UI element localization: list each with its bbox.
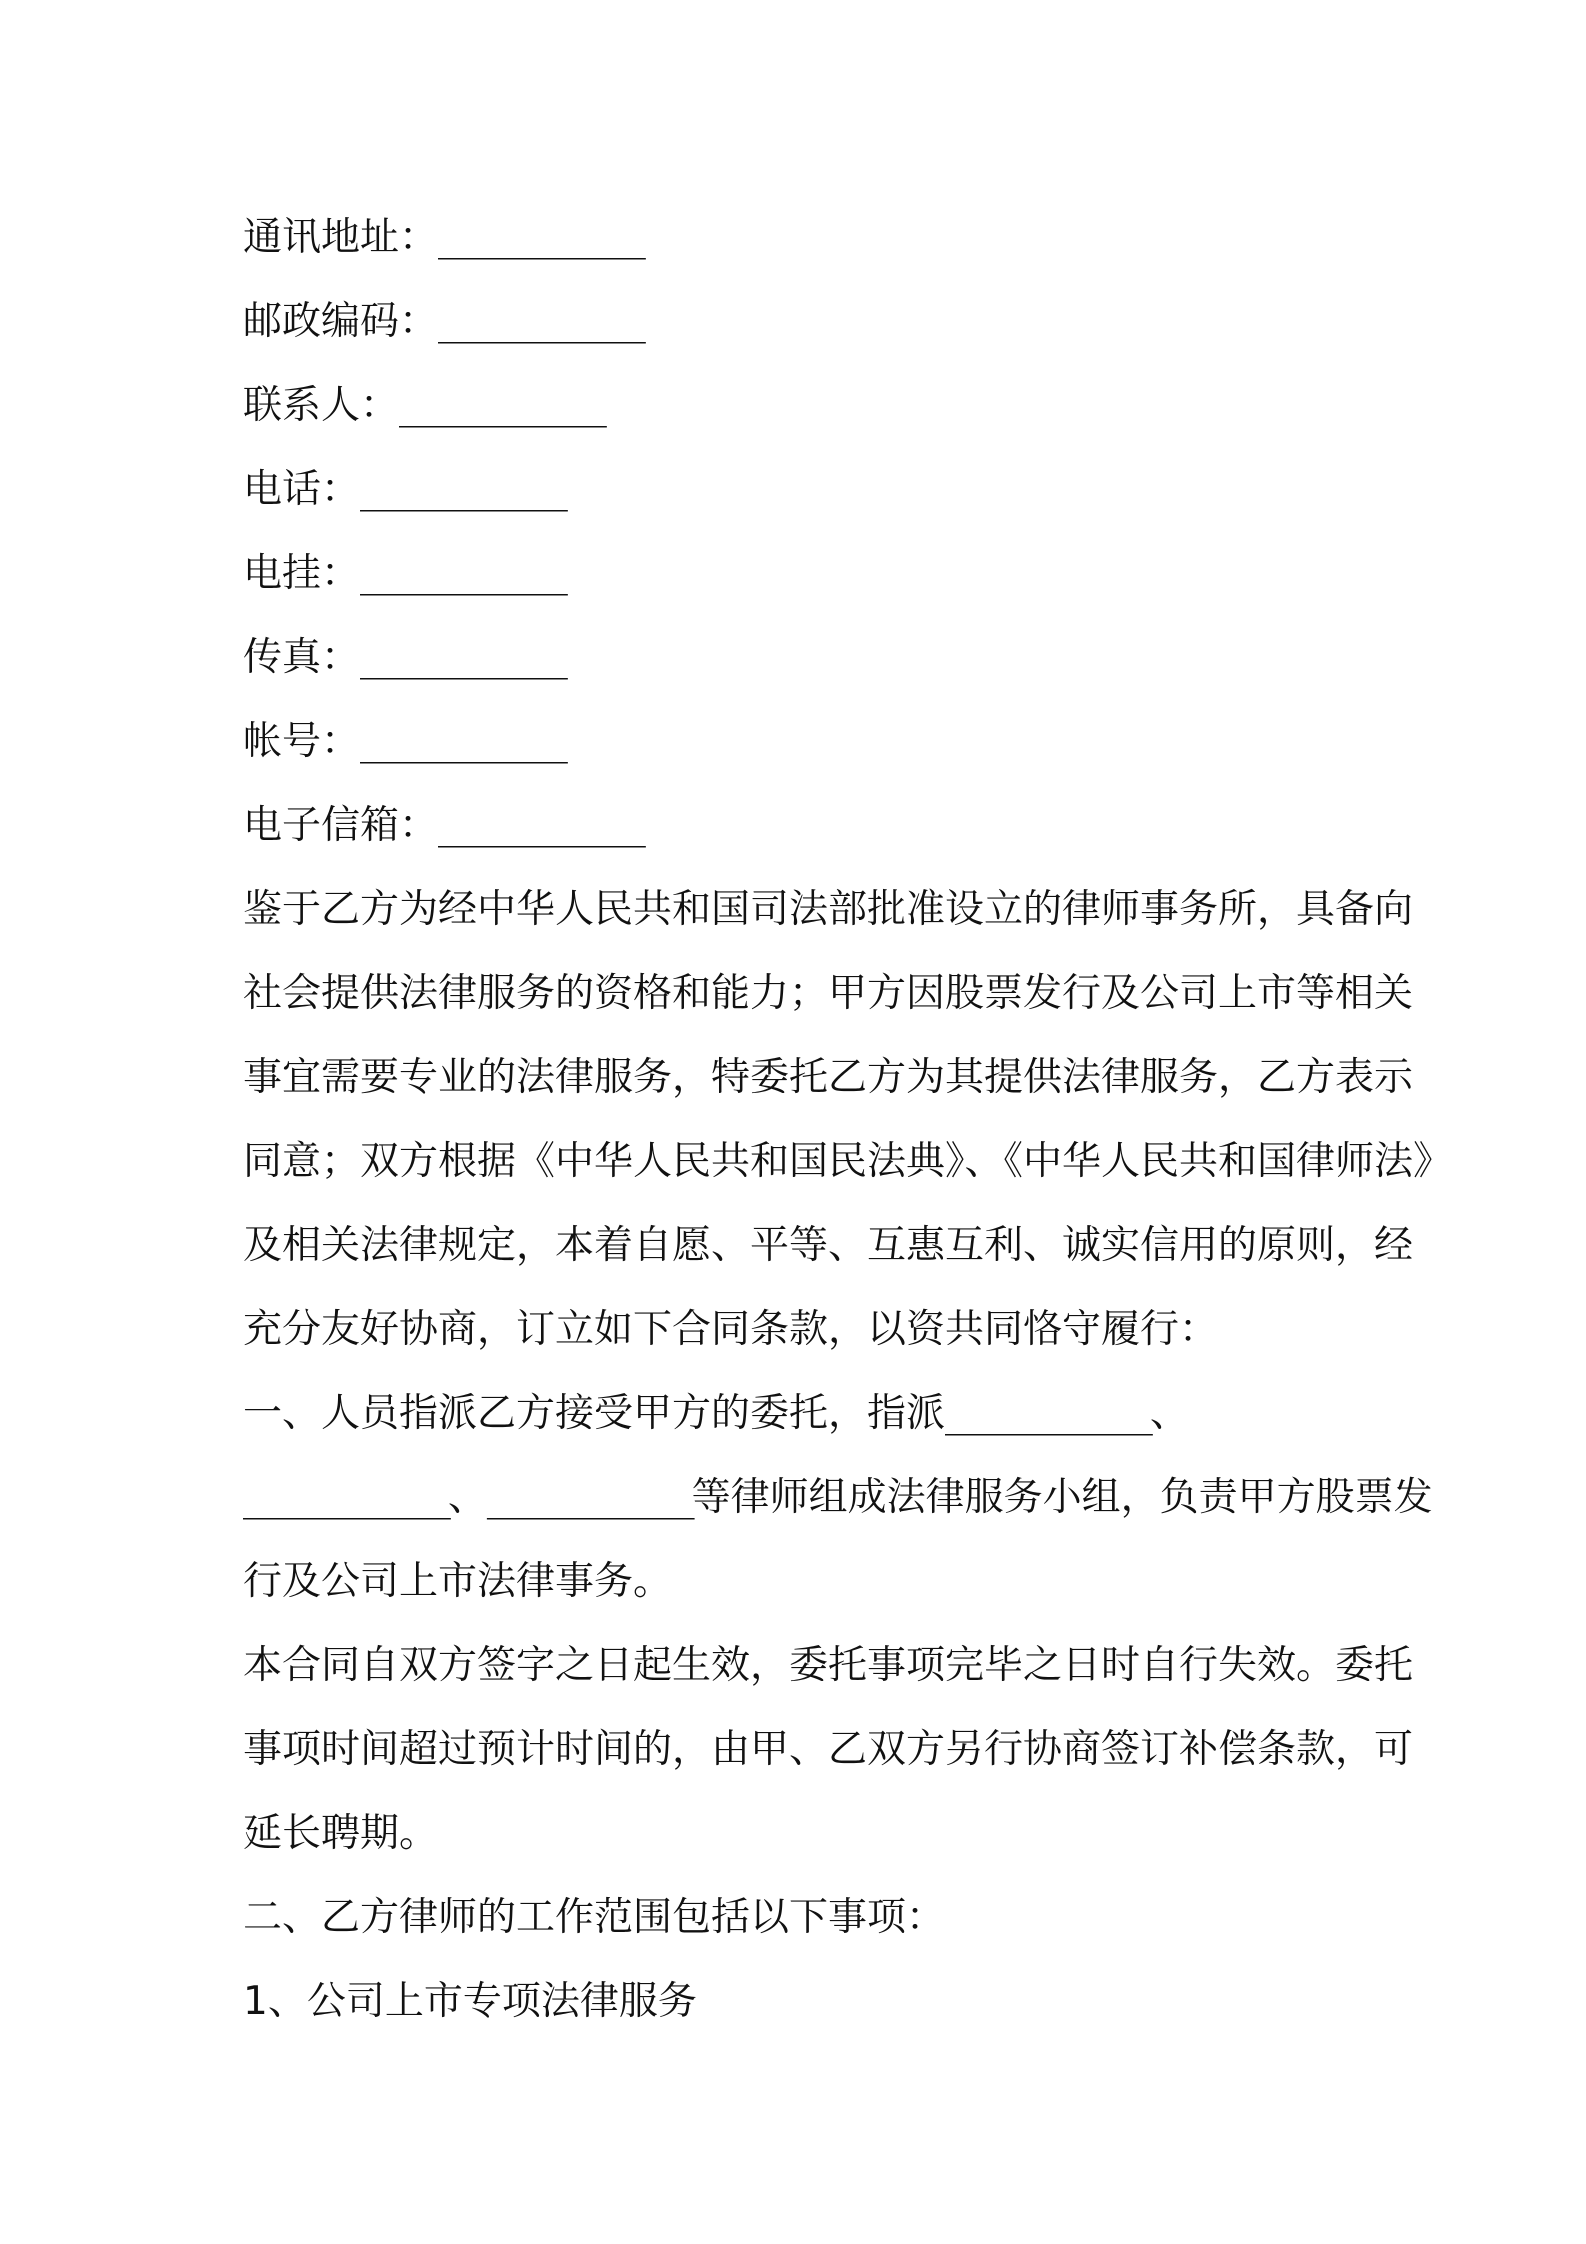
preamble-line: 同意；双方根据《中华人民共和国民法典》、《中华人民共和国律师法》 <box>243 1139 1453 1184</box>
field-label: 帐号： <box>243 719 361 764</box>
field-label: 通讯地址： <box>243 215 439 260</box>
blank-line: __________ <box>438 215 643 260</box>
field-label: 传真： <box>243 635 361 680</box>
preamble-line: 事宜需要专业的法律服务，特委托乙方为其提供法律服务，乙方表示 <box>243 1055 1414 1100</box>
field-postal-code <box>243 280 1363 364</box>
preamble-line: 充分友好协商，订立如下合同条款，以资共同恪守履行： <box>243 1307 1219 1352</box>
field-telegraph <box>243 532 1363 616</box>
field-contact-person <box>243 364 1363 448</box>
term-line: 延长聘期。 <box>243 1811 439 1856</box>
term-line: 事项时间超过预计时间的，由甲、乙双方另行协商签订补偿条款，可 <box>243 1727 1414 1772</box>
field-mailing-address <box>243 196 1363 280</box>
field-label: 电子信箱： <box>243 803 439 848</box>
preamble-line: 社会提供法律服务的资格和能力；甲方因股票发行及公司上市等相关 <box>243 971 1414 1016</box>
blank-line: __________ <box>945 1391 1150 1436</box>
blank-line: __________ <box>360 719 565 764</box>
section1-line <box>243 1456 1433 1540</box>
separator: 、 <box>447 1475 487 1520</box>
preamble-line: 鉴于乙方为经中华人民共和国司法部批准设立的律师事务所，具备向 <box>243 887 1414 932</box>
field-label: 电话： <box>243 467 361 512</box>
preamble-line: 及相关法律规定，本着自愿、平等、互惠互利、诚实信用的原则，经 <box>243 1223 1414 1268</box>
blank-line: __________ <box>399 383 604 428</box>
field-email <box>243 784 1363 868</box>
separator: 、 <box>1149 1391 1189 1436</box>
term-line: 本合同自双方签字之日起生效，委托事项完毕之日时自行失效。委托 <box>243 1643 1414 1688</box>
field-phone <box>243 448 1363 532</box>
blank-line: __________ <box>243 1475 448 1520</box>
section2-heading: 二、乙方律师的工作范围包括以下事项： <box>243 1895 946 1940</box>
blank-line: __________ <box>360 467 565 512</box>
blank-line: __________ <box>360 551 565 596</box>
section2-item: 1、公司上市专项法律服务 <box>243 1979 697 2024</box>
section1-text: 一、人员指派乙方接受甲方的委托，指派 <box>243 1391 946 1436</box>
field-fax <box>243 616 1363 700</box>
blank-line: __________ <box>438 803 643 848</box>
section1-text: 等律师组成法律服务小组，负责甲方股票发 <box>691 1475 1433 1520</box>
field-label: 邮政编码： <box>243 299 439 344</box>
document-body <box>243 196 1453 2044</box>
section1-line: 行及公司上市法律事务。 <box>243 1559 673 1604</box>
field-label: 联系人： <box>243 383 400 428</box>
blank-line: __________ <box>360 635 565 680</box>
section1-line <box>243 1372 1363 1456</box>
blank-line: __________ <box>438 299 643 344</box>
field-account <box>243 700 1363 784</box>
field-label: 电挂： <box>243 551 361 596</box>
blank-line: __________ <box>486 1475 692 1520</box>
